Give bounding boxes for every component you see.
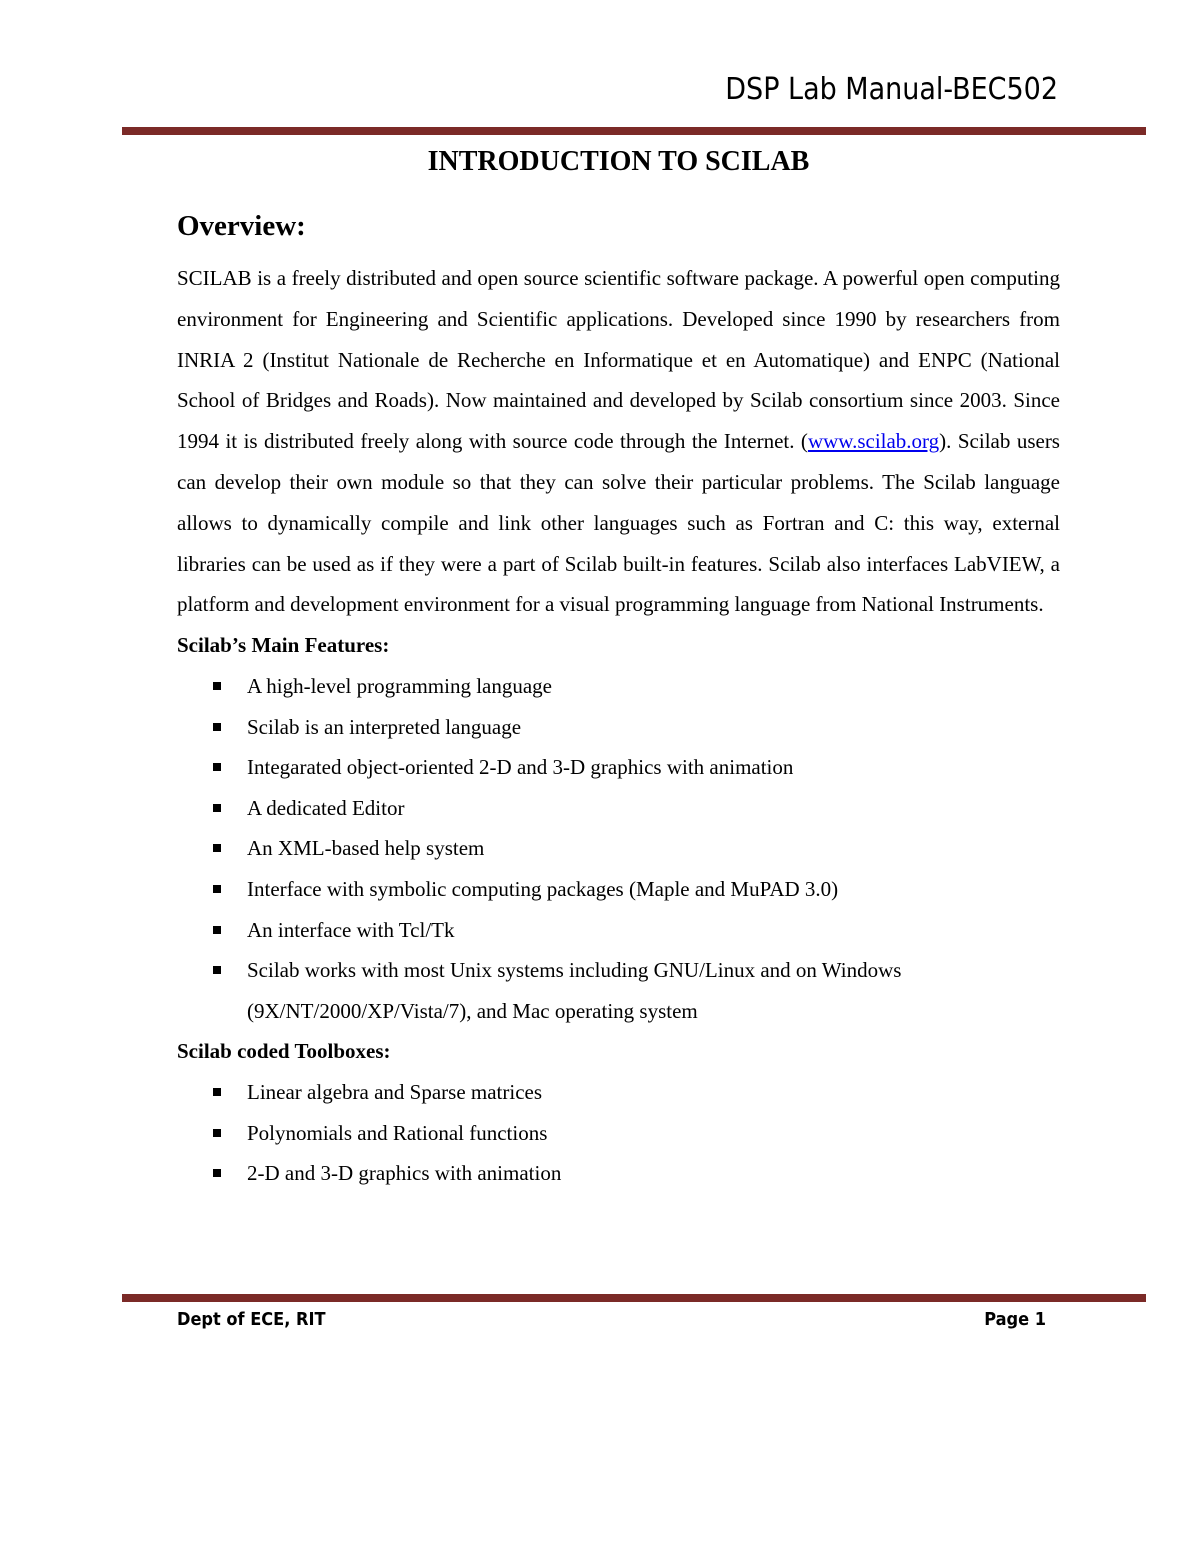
overview-text-part-1: SCILAB is a freely distributed and open source scientific software package. A powerful open computing environment for Engineering and Scientific applications. Developed since 1990 by researchers from INRIA 2 (Institut Nationale de Recherche en Informatique et en Automatique) and ENPC (National School of Bridges and Roads). Now maintained and developed by Scilab consortium since 2003. Since 1994 it is distributed freely along with source code through the Internet. ( (177, 266, 1060, 454)
features-heading: Scilab’s Main Features: (177, 633, 390, 658)
bullet-square-icon (213, 682, 221, 690)
scilab-website-link[interactable]: www.scilab.org (807, 429, 940, 454)
page-content (177, 140, 1060, 1194)
footer-department: Dept of ECE, RIT (177, 1309, 326, 1330)
features-list (177, 666, 1060, 1031)
bullet-square-icon (213, 804, 221, 812)
bullet-square-icon (213, 1088, 221, 1096)
bullet-square-icon (213, 763, 221, 771)
header-rule (122, 127, 1146, 135)
document-title: INTRODUCTION TO SCILAB (427, 146, 810, 177)
list-item: Linear algebra and Sparse matrices (177, 1072, 1060, 1113)
list-item: An interface with Tcl/Tk (177, 910, 1060, 951)
overview-text-part-2: ). Scilab users can develop their own module so that they can solve their particular problems. The Scilab language allows to dynamically compile and link other languages such as Fortran and C: this way, external libraries can be used as if they were a part of Scilab built-in features. Scilab also interfaces LabVIEW, a platform and development environment for a visual programming language from National Instruments. (177, 429, 1060, 617)
list-item: A high-level programming language (177, 666, 1060, 707)
footer-rule (122, 1294, 1146, 1302)
toolboxes-heading: Scilab coded Toolboxes: (177, 1039, 391, 1064)
bullet-square-icon (213, 1129, 221, 1137)
overview-heading: Overview: (177, 210, 306, 242)
footer-page-number: Page 1 (984, 1309, 1046, 1330)
bullet-square-icon (213, 1169, 221, 1177)
bullet-square-icon (213, 723, 221, 731)
list-item: Scilab is an interpreted language (177, 707, 1060, 748)
toolboxes-list (177, 1072, 1060, 1194)
list-item: Interface with symbolic computing packages (Maple and MuPAD 3.0) (177, 869, 1060, 910)
list-item: Scilab works with most Unix systems including GNU/Linux and on Windows (9X/NT/2000/XP/Vista/7), and Mac operating system (177, 950, 1060, 1031)
list-item: Polynomials and Rational functions (177, 1113, 1060, 1154)
list-item: Integarated object-oriented 2-D and 3-D graphics with animation (177, 747, 1060, 788)
list-item: A dedicated Editor (177, 788, 1060, 829)
header-title: DSP Lab Manual-BEC502 (725, 72, 1058, 107)
bullet-square-icon (213, 844, 221, 852)
bullet-square-icon (213, 966, 221, 974)
list-item: An XML-based help system (177, 828, 1060, 869)
list-item: 2-D and 3-D graphics with animation (177, 1153, 1060, 1194)
bullet-square-icon (213, 926, 221, 934)
overview-paragraph (177, 258, 1060, 625)
bullet-square-icon (213, 885, 221, 893)
